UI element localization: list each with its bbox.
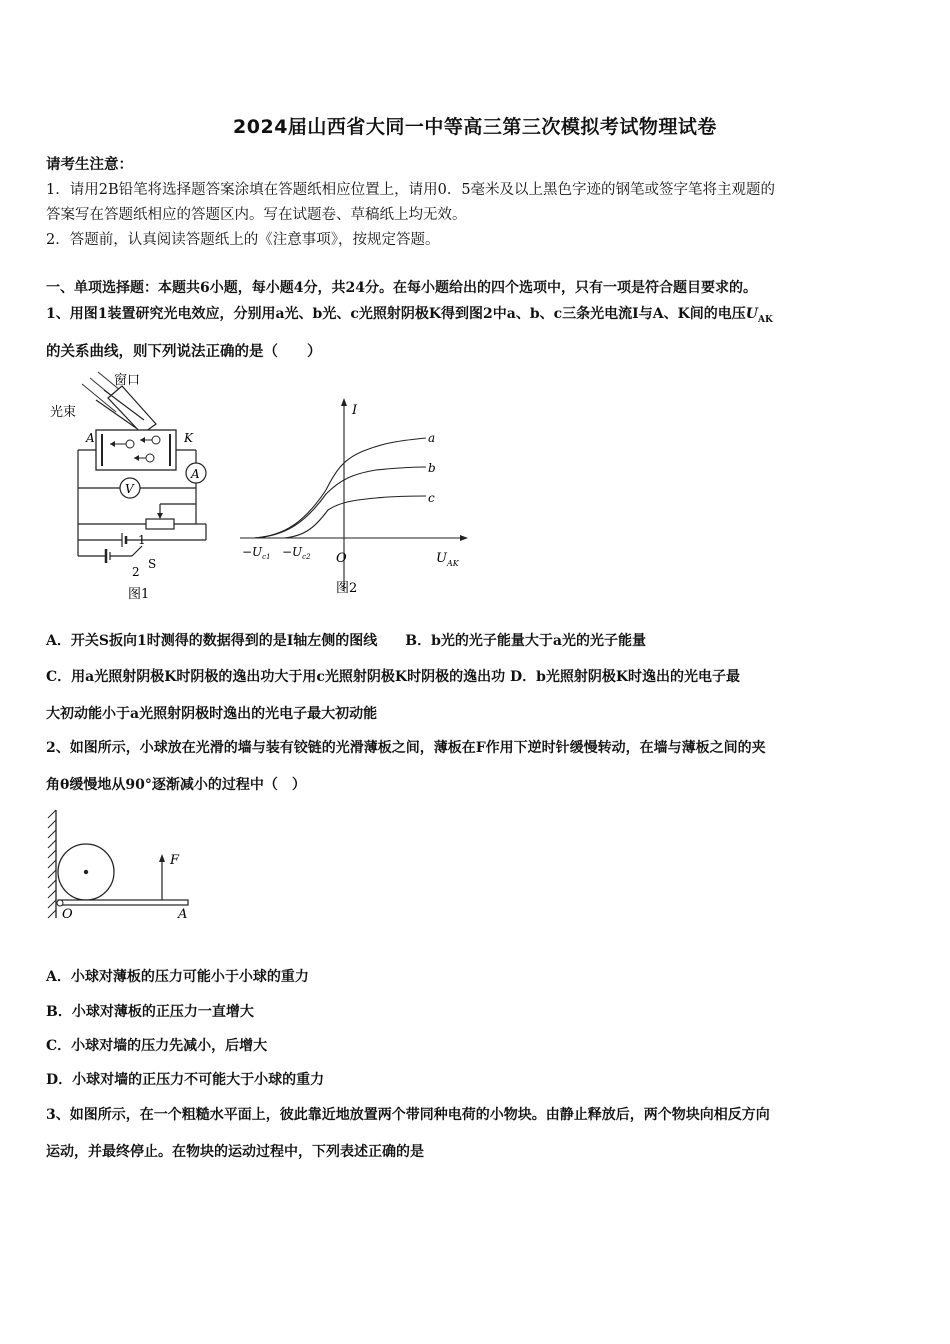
thin-plate [58, 900, 188, 905]
x-axis-label [436, 551, 460, 568]
origin-label: O [336, 551, 347, 566]
label-cathode-k: K [184, 431, 193, 445]
figure-2-iv-curves [236, 390, 476, 600]
q1-option-a-b [46, 630, 916, 650]
q1-option-b: B．b光的光子能量大于a光的光子能量 [405, 633, 646, 649]
switch-pos-1: 1 [138, 533, 146, 547]
q2-stem-line-1: 2、如图所示，小球放在光滑的墙与装有铰链的光滑薄板之间，薄板在F作用下逆时针缓慢转动，在墙与薄板之间的夹 [46, 740, 766, 756]
q1-stem-sub: AK [757, 314, 773, 325]
ammeter-symbol: A [191, 467, 200, 481]
curve-b [254, 467, 426, 538]
hinge-label-o: O [62, 907, 73, 922]
notice-item-1-line-2: 答案写在答题纸相应的答题区内。写在试题卷、草稿纸上均无效。 [46, 207, 467, 223]
q1-stem-line-2: 的关系曲线，则下列说法正确的是（ ） [46, 343, 322, 360]
figure-q2-ball-wall [40, 806, 200, 930]
label-window: 窗口 [114, 373, 141, 388]
q1-stem-text: 1、用图1装置研究光电效应，分别用a光、b光、c光照射阴极K得到图2中a、b、c三条光电流I与A、K间的电压 [46, 306, 746, 322]
y-axis-label: I [352, 403, 358, 418]
q1-stem-line-1 [46, 303, 916, 325]
page-title: 2024届山西省大同一中等高三第三次模拟考试物理试卷 [233, 116, 717, 138]
tick-neg-uc1-sub: c1 [262, 553, 271, 561]
switch-label-s: S [148, 557, 157, 571]
switch-pos-2: 2 [132, 565, 140, 579]
notice-item-2: 2．答题前，认真阅读答题纸上的《注意事项》，按规定答题。 [46, 232, 440, 248]
curve-a-label: a [428, 431, 436, 445]
q3-stem-line-1: 3、如图所示，在一个粗糙水平面上，彼此靠近地放置两个带同种电荷的小物块。由静止释放后，两个物块向相反方向 [46, 1107, 770, 1123]
q2-stem-line-2: 角θ缓慢地从90°逐渐减小的过程中（ ） [46, 777, 306, 793]
x-axis-sub: AK [446, 559, 459, 568]
figure-2-caption: 图2 [336, 581, 358, 596]
notice-item-1-line-1: 1．请用2B铅笔将选择题答案涂填在答题纸相应位置上，请用0．5毫米及以上黑色字迹的钢笔或签字笔将主观题的 [46, 182, 776, 198]
q3-stem-line-2: 运动，并最终停止。在物块的运动过程中，下列表述正确的是 [46, 1144, 424, 1160]
force-label-f: F [170, 853, 180, 868]
label-anode-a: A [86, 431, 95, 445]
label-beam: 光束 [50, 405, 77, 420]
curve-c-label: c [428, 491, 435, 505]
tick-neg-uc2-sub: c2 [302, 553, 311, 561]
tick-neg-uc2 [282, 545, 311, 561]
voltmeter-symbol: V [125, 482, 134, 496]
q2-option-a: A．小球对薄板的压力可能小于小球的重力 [46, 969, 309, 985]
tick-neg-uc1-text: −U [242, 545, 263, 559]
q1-stem-var: U [745, 306, 758, 322]
curve-b-label: b [428, 461, 436, 475]
figure-1-caption: 图1 [128, 587, 150, 602]
plate-end-label-a: A [178, 907, 188, 922]
q1-option-c-d-line-1: C．用a光照射阴极K时阴极的逸出功大于用c光照射阴极K时阴极的逸出功 D．b光照射阴极K时逸出的光电子最 [46, 669, 741, 685]
notice-heading: 请考生注意： [46, 156, 133, 173]
q2-option-c: C．小球对墙的压力先减小，后增大 [46, 1038, 268, 1054]
tick-neg-uc2-text: −U [282, 545, 303, 559]
q2-option-d: D．小球对墙的正压力不可能大于小球的重力 [46, 1072, 325, 1088]
x-axis-var: U [436, 551, 447, 566]
section-heading: 一、单项选择题：本题共6小题，每小题4分，共24分。在每小题给出的四个选项中，只有一项是符合题目要求的。 [46, 280, 757, 296]
figure-1-apparatus [46, 368, 216, 608]
tick-neg-uc1 [242, 545, 271, 561]
q1-option-d-line-2: 大初动能小于a光照射阴极时逸出的光电子最大初动能 [46, 706, 378, 722]
curve-a [254, 438, 426, 538]
q2-option-b: B．小球对薄板的正压力一直增大 [46, 1004, 254, 1020]
q1-option-a: A．开关S扳向1时测得的数据得到的是I轴左侧的图线 [46, 633, 378, 649]
